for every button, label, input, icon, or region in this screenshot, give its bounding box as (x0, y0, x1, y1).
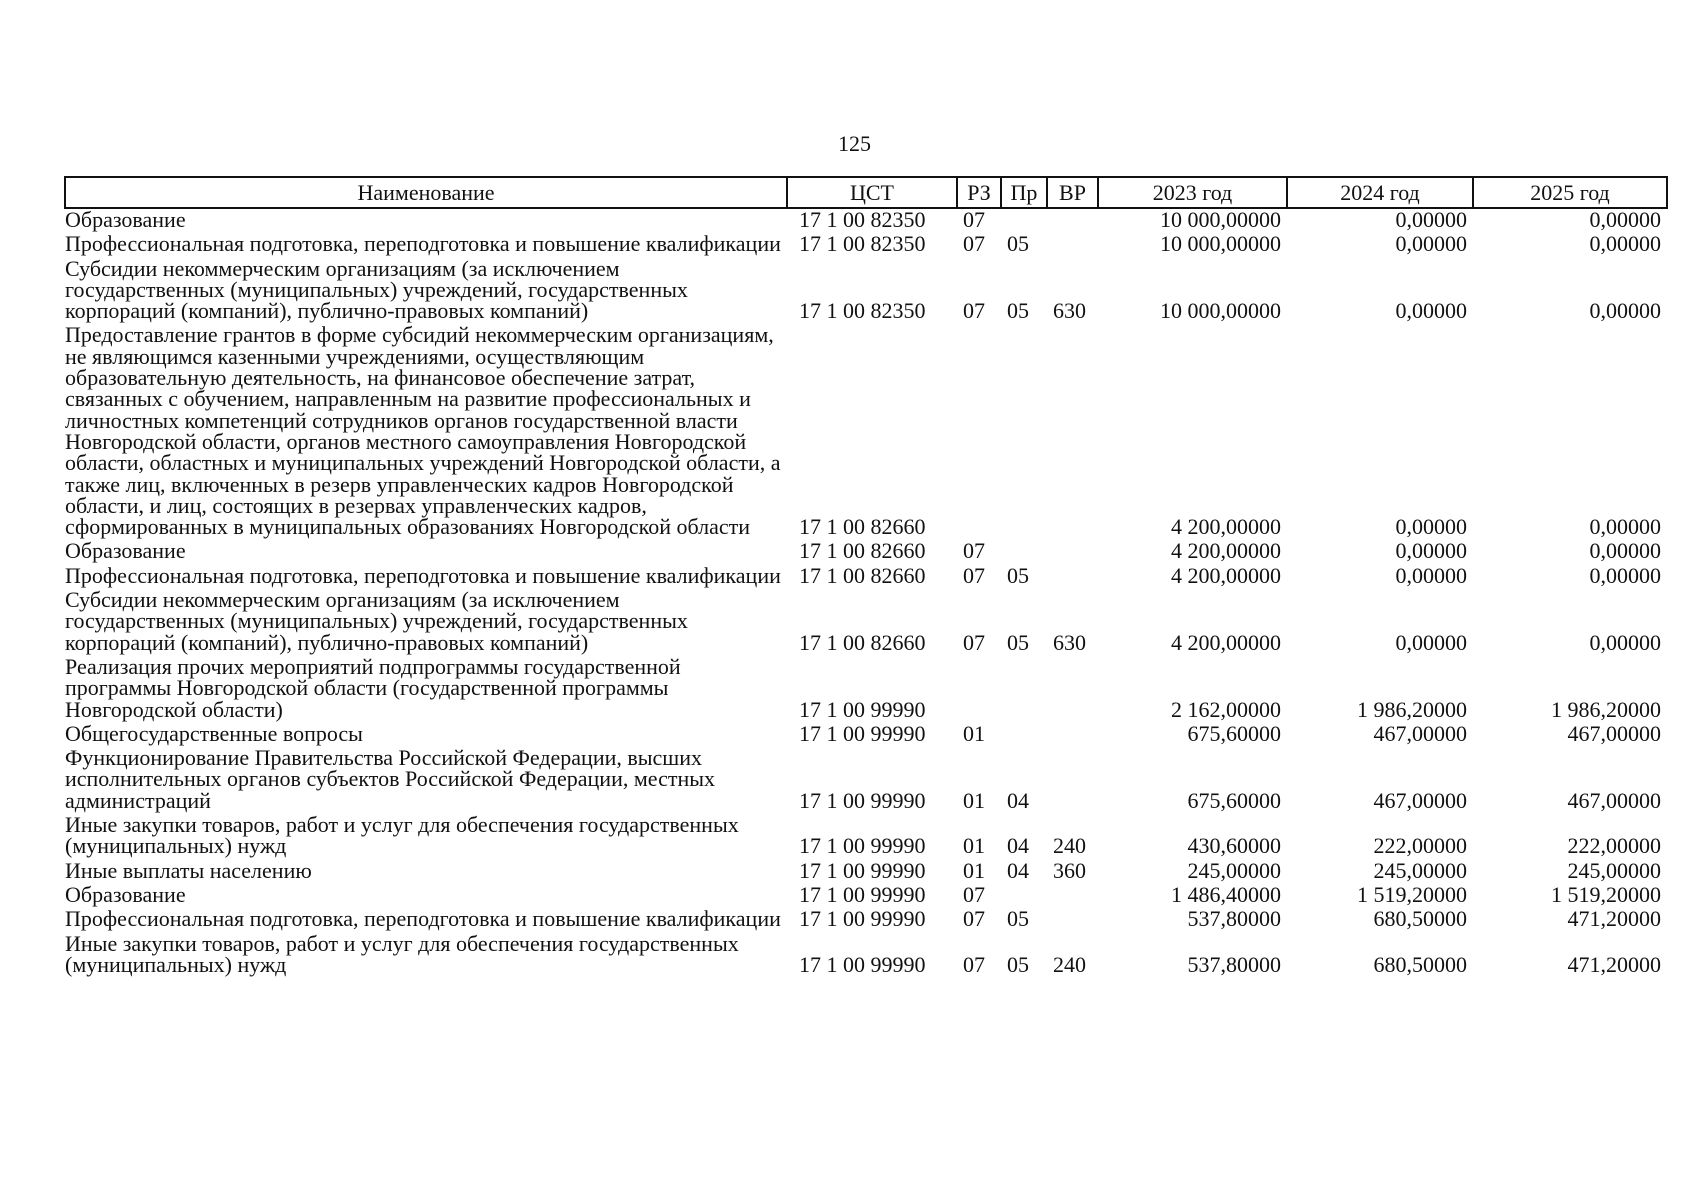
row-rz-code: 07 (963, 231, 985, 257)
row-amount-2024: 0,00000 (1395, 538, 1467, 564)
row-amount-2025: 467,00000 (1567, 720, 1661, 746)
row-cst-code: 17 1 00 82660 (799, 629, 926, 655)
row-amount-2023: 10 000,00000 (1160, 231, 1281, 257)
row-amount-2024: 680,50000 (1373, 906, 1467, 932)
row-amount-2023: 245,00000 (1187, 857, 1281, 883)
row-rz-code: 07 (963, 881, 985, 907)
row-name: Иные закупки товаров, работ и услуг для обеспечения государственных (муниципальных) нужд (65, 930, 739, 977)
header-rz: РЗ (957, 177, 1001, 208)
row-pr-code: 05 (1007, 298, 1029, 324)
row-cst-code: 17 1 00 82660 (799, 514, 926, 540)
table-row (65, 814, 1667, 860)
row-name: Иные закупки товаров, работ и услуг для обеспечения государственных (муниципальных) нужд (65, 812, 739, 859)
row-amount-2025: 467,00000 (1567, 787, 1661, 813)
row-amount-2025: 0,00000 (1589, 231, 1661, 257)
table-row (65, 258, 1667, 325)
row-amount-2023: 4 200,00000 (1171, 538, 1281, 564)
row-amount-2024: 467,00000 (1373, 720, 1467, 746)
row-vr-code (1047, 656, 1098, 723)
row-amount-2023: 2 162,00000 (1171, 696, 1281, 722)
page-number: 125 (838, 131, 871, 156)
budget-table (64, 176, 1668, 978)
row-name: Реализация прочих мероприятий подпрограммы государственной программы Новгородской области (государственной программы Новгородской области) (65, 653, 681, 722)
row-vr-code (1047, 208, 1098, 233)
table-header (65, 177, 1667, 208)
row-amount-2025: 0,00000 (1589, 538, 1661, 564)
row-amount-2023: 4 200,00000 (1171, 629, 1281, 655)
row-amount-2025: 0,00000 (1589, 562, 1661, 588)
row-cst-code: 17 1 00 82350 (799, 231, 926, 257)
row-cst-code: 17 1 00 99990 (799, 881, 926, 907)
row-rz-code: 07 (963, 629, 985, 655)
row-name: Субсидии некоммерческим организациям (за исключением государственных (муниципальных) учреждений, государственных корпораций (компаний), публично-правовых компаний) (65, 255, 688, 324)
row-cst-code: 17 1 00 99990 (799, 787, 926, 813)
row-vr-code: 360 (1053, 857, 1086, 883)
row-pr-code: 05 (1007, 951, 1029, 977)
header-cst: ЦСТ (787, 177, 957, 208)
row-name: Образование (65, 538, 186, 564)
row-name: Предоставление грантов в форме субсидий некоммерческим организациям, не являющимся казенными учреждениями, осуществляющим образовательную деятельность, на финансовое обеспечение затрат, связанных с обучением, направленным на развитие профессиональных и личностных компетенций сотрудников органов государственной власти Новгородской области, органов местного самоуправления Новгородской области, областных и муниципальных учреждений Новгородской области, а также лиц, включенных в резерв управленческих кадров Новгородской области, и лиц, состоящих в резервах управленческих кадров, сформированных в муниципальных образованиях Новгородской области (65, 322, 781, 540)
row-amount-2023: 10 000,00000 (1160, 298, 1281, 324)
row-vr-code (1047, 233, 1098, 257)
table-row (65, 540, 1667, 564)
row-pr-code: 05 (1007, 629, 1029, 655)
row-amount-2023: 1 486,40000 (1171, 881, 1281, 907)
row-cst-code: 17 1 00 82660 (799, 538, 926, 564)
row-cst-code: 17 1 00 82350 (799, 207, 926, 232)
row-rz-code: 07 (963, 562, 985, 588)
row-rz-code (957, 324, 1001, 540)
row-name: Профессиональная подготовка, переподготовка и повышение квалификации (65, 231, 781, 257)
row-amount-2023: 675,60000 (1187, 720, 1281, 746)
row-vr-code: 630 (1053, 629, 1086, 655)
row-amount-2024: 467,00000 (1373, 787, 1467, 813)
row-vr-code (1047, 565, 1098, 589)
row-amount-2024: 0,00000 (1395, 562, 1467, 588)
row-pr-code (1001, 884, 1047, 908)
row-amount-2024: 0,00000 (1395, 207, 1467, 232)
row-pr-code (1001, 656, 1047, 723)
row-amount-2024: 0,00000 (1395, 514, 1467, 540)
row-amount-2024: 0,00000 (1395, 629, 1467, 655)
table-row (65, 908, 1667, 932)
row-rz-code: 07 (963, 207, 985, 232)
row-name: Профессиональная подготовка, переподготовка и повышение квалификации (65, 562, 781, 588)
table-row (65, 208, 1667, 233)
row-amount-2023: 537,80000 (1187, 951, 1281, 977)
row-cst-code: 17 1 00 82350 (799, 298, 926, 324)
row-amount-2024: 245,00000 (1373, 857, 1467, 883)
row-name: Образование (65, 881, 186, 907)
header-pr: Пр (1001, 177, 1047, 208)
row-vr-code: 630 (1053, 298, 1086, 324)
row-amount-2024: 222,00000 (1373, 833, 1467, 859)
row-cst-code: 17 1 00 99990 (799, 833, 926, 859)
row-cst-code: 17 1 00 99990 (799, 906, 926, 932)
table-row (65, 324, 1667, 540)
row-name: Образование (65, 207, 186, 232)
row-amount-2025: 1 986,20000 (1551, 696, 1661, 722)
row-name: Функционирование Правительства Российской Федерации, высших исполнительных органов субъектов Российской Федерации, местных администраций (65, 745, 716, 813)
row-amount-2024: 0,00000 (1395, 298, 1467, 324)
table-row (65, 933, 1667, 979)
table-row (65, 656, 1667, 723)
header-2023: 2023 год (1098, 177, 1287, 208)
row-amount-2023: 4 200,00000 (1171, 562, 1281, 588)
row-amount-2023: 4 200,00000 (1171, 514, 1281, 540)
table-row (65, 565, 1667, 589)
row-rz-code: 01 (963, 857, 985, 883)
row-amount-2025: 471,20000 (1567, 906, 1661, 932)
row-amount-2025: 222,00000 (1567, 833, 1661, 859)
row-vr-code: 240 (1053, 951, 1086, 977)
table-row (65, 884, 1667, 908)
row-rz-code: 07 (963, 951, 985, 977)
row-vr-code (1047, 908, 1098, 932)
row-rz-code: 07 (963, 538, 985, 564)
row-rz-code: 07 (963, 906, 985, 932)
row-pr-code: 05 (1007, 562, 1029, 588)
row-pr-code (1001, 723, 1047, 747)
row-amount-2025: 1 519,20000 (1551, 881, 1661, 907)
row-vr-code (1047, 540, 1098, 564)
table-row (65, 723, 1667, 747)
row-pr-code (1001, 324, 1047, 540)
table-row (65, 860, 1667, 884)
row-vr-code (1047, 324, 1098, 540)
row-vr-code: 240 (1053, 833, 1086, 859)
row-vr-code (1047, 884, 1098, 908)
row-name: Профессиональная подготовка, переподготовка и повышение квалификации (65, 906, 781, 932)
row-name: Субсидии некоммерческим организациям (за исключением государственных (муниципальных) учреждений, государственных корпораций (компаний), публично-правовых компаний) (65, 587, 688, 655)
row-amount-2025: 0,00000 (1589, 629, 1661, 655)
row-pr-code: 04 (1007, 787, 1029, 813)
row-rz-code: 01 (963, 787, 985, 813)
row-rz-code: 01 (963, 720, 985, 746)
row-cst-code: 17 1 00 99990 (799, 951, 926, 977)
row-pr-code: 05 (1007, 231, 1029, 257)
header-2024: 2024 год (1287, 177, 1473, 208)
table-row (65, 589, 1667, 656)
row-amount-2024: 1 519,20000 (1357, 881, 1467, 907)
row-pr-code (1001, 208, 1047, 233)
row-rz-code (957, 656, 1001, 723)
row-name: Общегосударственные вопросы (65, 720, 363, 746)
row-amount-2025: 245,00000 (1567, 857, 1661, 883)
row-vr-code (1047, 747, 1098, 814)
row-amount-2024: 0,00000 (1395, 231, 1467, 257)
row-amount-2025: 471,20000 (1567, 951, 1661, 977)
row-rz-code: 07 (963, 298, 985, 324)
header-name: Наименование (65, 177, 787, 208)
row-amount-2025: 0,00000 (1589, 298, 1661, 324)
row-cst-code: 17 1 00 99990 (799, 857, 926, 883)
row-cst-code: 17 1 00 99990 (799, 696, 926, 722)
row-cst-code: 17 1 00 82660 (799, 562, 926, 588)
row-amount-2023: 430,60000 (1187, 833, 1281, 859)
header-2025: 2025 год (1473, 177, 1667, 208)
row-pr-code: 04 (1007, 833, 1029, 859)
row-pr-code: 05 (1007, 906, 1029, 932)
row-pr-code: 04 (1007, 857, 1029, 883)
row-amount-2024: 1 986,20000 (1357, 696, 1467, 722)
table-body (65, 208, 1667, 978)
row-rz-code: 01 (963, 833, 985, 859)
row-amount-2025: 0,00000 (1589, 207, 1661, 232)
row-amount-2025: 0,00000 (1589, 514, 1661, 540)
row-amount-2023: 675,60000 (1187, 787, 1281, 813)
row-vr-code (1047, 723, 1098, 747)
row-amount-2024: 680,50000 (1373, 951, 1467, 977)
row-cst-code: 17 1 00 99990 (799, 720, 926, 746)
table-row (65, 233, 1667, 257)
row-amount-2023: 537,80000 (1187, 906, 1281, 932)
row-name: Иные выплаты населению (65, 857, 312, 883)
header-vr: ВР (1047, 177, 1098, 208)
table-row (65, 747, 1667, 814)
row-amount-2023: 10 000,00000 (1160, 207, 1281, 232)
row-pr-code (1001, 540, 1047, 564)
